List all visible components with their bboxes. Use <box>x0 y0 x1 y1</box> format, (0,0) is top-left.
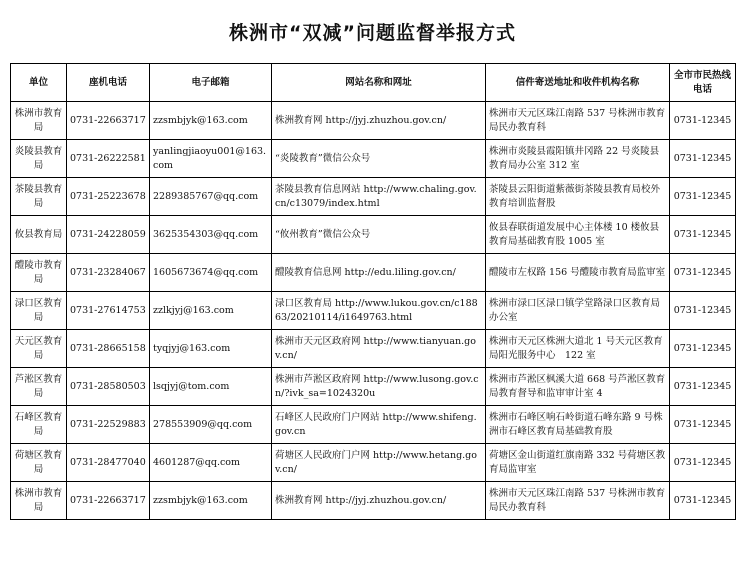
cell-phone: 0731-28477040 <box>67 444 150 482</box>
table-row <box>11 102 736 140</box>
cell-address: 株洲市天元区株洲大道北 1 号天元区教育局阳光服务中心 122 室 <box>486 330 670 368</box>
page-title: 株洲市“双减”问题监督举报方式 <box>229 22 516 44</box>
cell-unit: 荷塘区教育局 <box>11 444 67 482</box>
cell-phone: 0731-23284067 <box>67 254 150 292</box>
table-row <box>11 444 736 482</box>
table-row <box>11 482 736 520</box>
table-row <box>11 406 736 444</box>
cell-address: 株洲市石峰区响石岭街道石峰东路 9 号株洲市石峰区教育局基础教育股 <box>486 406 670 444</box>
cell-phone: 0731-25223678 <box>67 178 150 216</box>
cell-hotline: 0731-12345 <box>670 482 736 520</box>
cell-website: “攸州教育”微信公众号 <box>272 216 486 254</box>
cell-address: 株洲市芦淞区枫溪大道 668 号芦淞区教育局教育督导和监审审计室 4 <box>486 368 670 406</box>
cell-unit: 天元区教育局 <box>11 330 67 368</box>
cell-address: 荷塘区金山街道红旗南路 332 号荷塘区教育局监审室 <box>486 444 670 482</box>
cell-phone: 0731-28665158 <box>67 330 150 368</box>
cell-email: 1605673674@qq.com <box>150 254 272 292</box>
table-header-row <box>11 64 736 102</box>
table-row <box>11 178 736 216</box>
cell-address: 株洲市天元区珠江南路 537 号株洲市教育局民办教育科 <box>486 482 670 520</box>
cell-website: 石峰区人民政府门户网站 http://www.shifeng.gov.cn <box>272 406 486 444</box>
table-body <box>11 102 736 520</box>
cell-email: lsqjyj@tom.com <box>150 368 272 406</box>
cell-hotline: 0731-12345 <box>670 444 736 482</box>
cell-website: 株洲市芦淞区政府网 http://www.lusong.gov.cn/?ivk_sa=1024320u <box>272 368 486 406</box>
cell-unit: 渌口区教育局 <box>11 292 67 330</box>
cell-unit: 攸县教育局 <box>11 216 67 254</box>
cell-unit: 醴陵市教育局 <box>11 254 67 292</box>
header-phone: 座机电话 <box>67 64 150 102</box>
cell-hotline: 0731-12345 <box>670 178 736 216</box>
cell-unit: 株洲市教育局 <box>11 482 67 520</box>
cell-website: 株洲市天元区政府网 http://www.tianyuan.gov.cn/ <box>272 330 486 368</box>
cell-unit: 株洲市教育局 <box>11 102 67 140</box>
table-row <box>11 292 736 330</box>
cell-email: zzlkjyj@163.com <box>150 292 272 330</box>
header-address: 信件寄送地址和收件机构名称 <box>486 64 670 102</box>
cell-hotline: 0731-12345 <box>670 406 736 444</box>
cell-hotline: 0731-12345 <box>670 102 736 140</box>
cell-email: 2289385767@qq.com <box>150 178 272 216</box>
cell-phone: 0731-28580503 <box>67 368 150 406</box>
cell-website: 荷塘区人民政府门户网 http://www.hetang.gov.cn/ <box>272 444 486 482</box>
cell-phone: 0731-22663717 <box>67 102 150 140</box>
header-unit: 单位 <box>11 64 67 102</box>
cell-email: 4601287@qq.com <box>150 444 272 482</box>
cell-hotline: 0731-12345 <box>670 216 736 254</box>
report-table <box>10 63 736 520</box>
cell-website: 株洲教育网 http://jyj.zhuzhou.gov.cn/ <box>272 102 486 140</box>
cell-unit: 茶陵县教育局 <box>11 178 67 216</box>
cell-address: 株洲市炎陵县霞阳镇井冈路 22 号炎陵县教育局办公室 312 室 <box>486 140 670 178</box>
cell-website: 渌口区教育局 http://www.lukou.gov.cn/c18863/20210114/i1649763.html <box>272 292 486 330</box>
cell-hotline: 0731-12345 <box>670 140 736 178</box>
cell-address: 株洲市天元区珠江南路 537 号株洲市教育局民办教育科 <box>486 102 670 140</box>
cell-email: zzsmbjyk@163.com <box>150 102 272 140</box>
table-row <box>11 368 736 406</box>
cell-address: 茶陵县云阳街道紫薇街茶陵县教育局校外教育培训监督股 <box>486 178 670 216</box>
cell-website: 醴陵教育信息网 http://edu.liling.gov.cn/ <box>272 254 486 292</box>
header-email: 电子邮箱 <box>150 64 272 102</box>
cell-website: 株洲教育网 http://jyj.zhuzhou.gov.cn/ <box>272 482 486 520</box>
cell-unit: 石峰区教育局 <box>11 406 67 444</box>
cell-hotline: 0731-12345 <box>670 330 736 368</box>
header-website: 网站名称和网址 <box>272 64 486 102</box>
cell-hotline: 0731-12345 <box>670 254 736 292</box>
cell-address: 攸县春联街道发展中心主体楼 10 楼攸县教育局基础教育股 1005 室 <box>486 216 670 254</box>
cell-website: “炎陵教育”微信公众号 <box>272 140 486 178</box>
cell-address: 醴陵市左权路 156 号醴陵市教育局监审室 <box>486 254 670 292</box>
cell-phone: 0731-22663717 <box>67 482 150 520</box>
cell-hotline: 0731-12345 <box>670 292 736 330</box>
header-hotline: 全市市民热线电话 <box>670 64 736 102</box>
cell-website: 茶陵县教育信息网站 http://www.chaling.gov.cn/c13079/index.html <box>272 178 486 216</box>
cell-email: tyqjyj@163.com <box>150 330 272 368</box>
cell-email: 3625354303@qq.com <box>150 216 272 254</box>
cell-phone: 0731-26222581 <box>67 140 150 178</box>
table-row <box>11 254 736 292</box>
cell-unit: 炎陵县教育局 <box>11 140 67 178</box>
cell-phone: 0731-24228059 <box>67 216 150 254</box>
cell-phone: 0731-22529883 <box>67 406 150 444</box>
cell-phone: 0731-27614753 <box>67 292 150 330</box>
cell-email: yanlingjiaoyu001@163.com <box>150 140 272 178</box>
table-row <box>11 216 736 254</box>
cell-email: zzsmbjyk@163.com <box>150 482 272 520</box>
table-row <box>11 330 736 368</box>
cell-email: 278553909@qq.com <box>150 406 272 444</box>
table-row <box>11 140 736 178</box>
cell-unit: 芦淞区教育局 <box>11 368 67 406</box>
cell-address: 株洲市渌口区渌口镇学堂路渌口区教育局办公室 <box>486 292 670 330</box>
cell-hotline: 0731-12345 <box>670 368 736 406</box>
